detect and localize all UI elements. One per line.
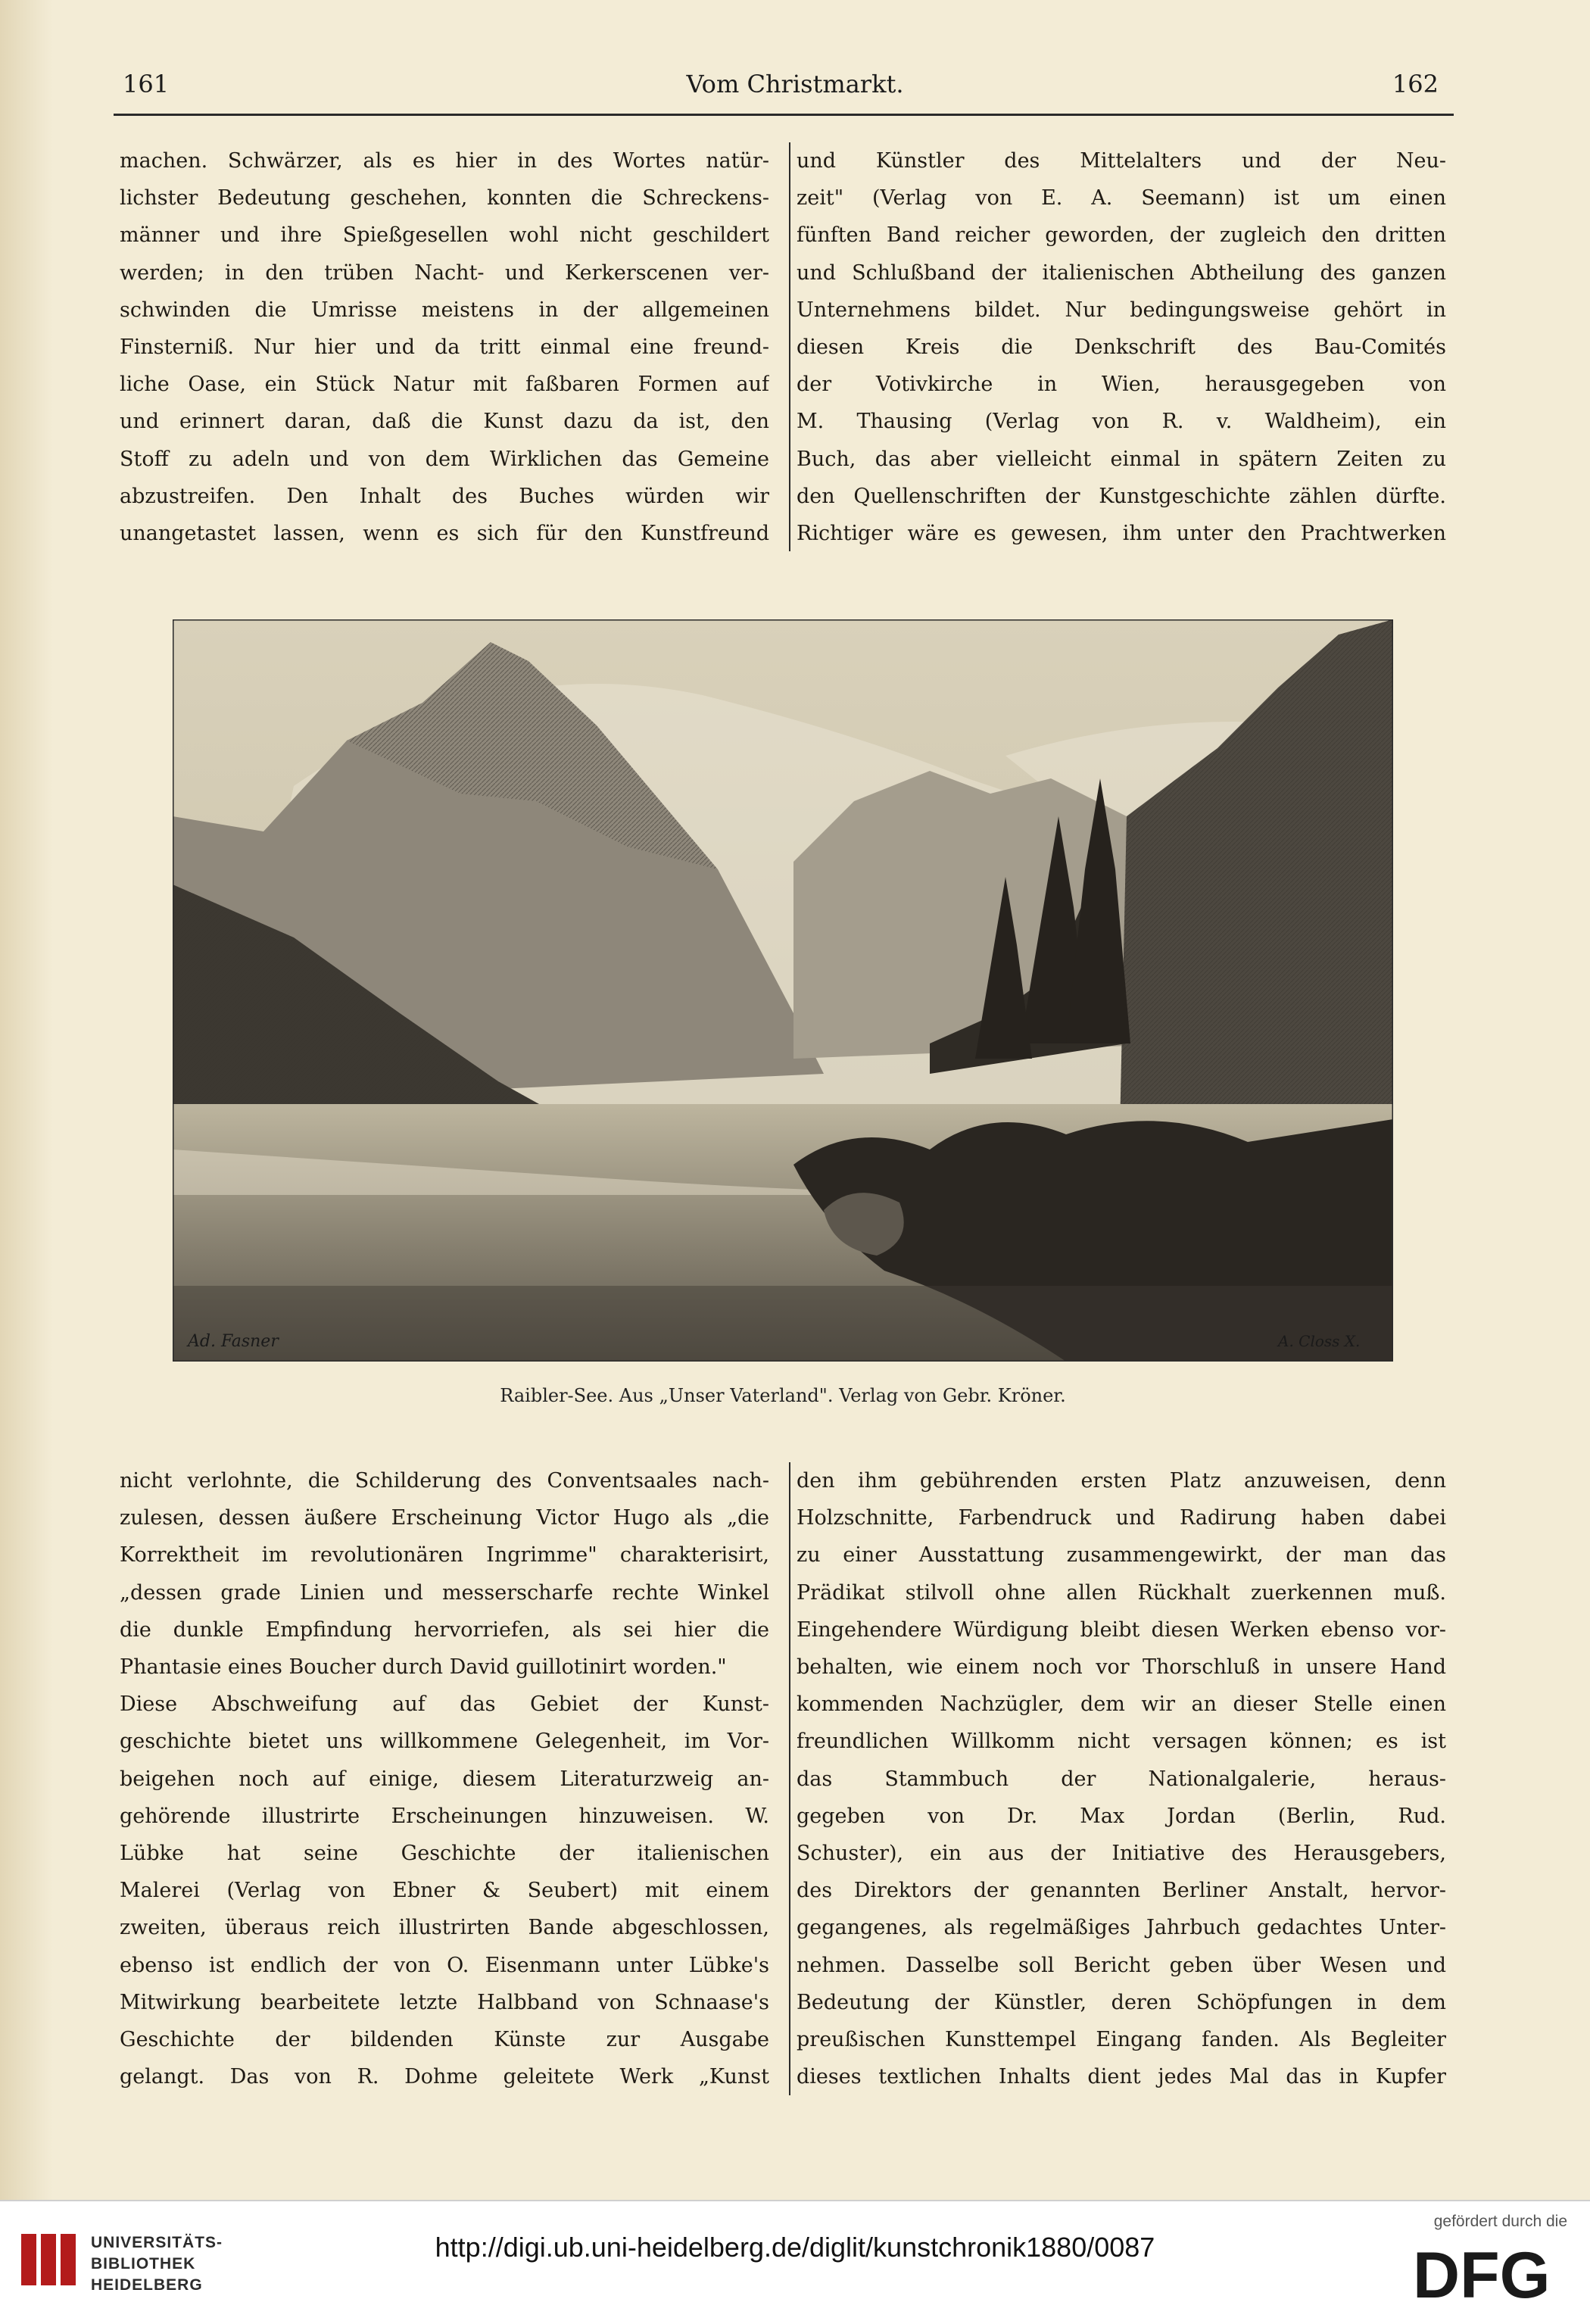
funded-by-label: gefördert durch die — [1433, 2213, 1567, 2230]
text-line: der Votivkirche in Wien, herausgegeben von — [797, 373, 1446, 397]
text-line: abzustreifen. Den Inhalt des Buches würden wir — [120, 484, 769, 508]
text-line: Buch, das aber vielleicht einmal in spätern Zeiten zu — [797, 447, 1446, 471]
text-line: dieses textlichen Inhalts dient jedes Mal das in Kupfer — [797, 2065, 1446, 2089]
text-line: Phantasie eines Boucher durch David guillotinirt worden." — [120, 1655, 727, 1680]
text-line: des Direktors der genannten Berliner Anstalt, hervor- — [797, 1879, 1446, 1903]
text-line: diesen Kreis die Denkschrift des Bau-Comités — [797, 335, 1446, 360]
text-line: zweiten, überaus reich illustrirten Bande abgeschlossen, — [120, 1916, 769, 1940]
library-name-line2: BIBLIOTHEK — [91, 2255, 196, 2273]
text-line: „dessen grade Linien und messerscharfe rechte Winkel — [120, 1580, 769, 1605]
text-line: Schuster), ein aus der Initiative des Herausgebers, — [797, 1842, 1446, 1866]
text-line: beigehen noch auf einige, diesem Literaturzweig an- — [120, 1767, 769, 1791]
text-line: freundlichen Willkomm nicht versagen können; es ist — [797, 1730, 1446, 1754]
text-line: M. Thausing (Verlag von R. v. Waldheim), ein — [797, 410, 1446, 434]
text-line: Prädikat stilvoll ohne allen Rückhalt zuerkennen muß. — [797, 1580, 1446, 1605]
column-divider-bottom — [789, 1462, 790, 2095]
text-line: gegeben von Dr. Max Jordan (Berlin, Rud. — [797, 1804, 1446, 1828]
text-column-3 — [120, 1462, 769, 2095]
text-column-1 — [120, 142, 769, 552]
text-line: gehörende illustrirte Erscheinungen hinzuweisen. W. — [120, 1804, 769, 1828]
text-line: den Quellenschriften der Kunstgeschichte zählen dürfte. — [797, 484, 1446, 508]
column-divider-top — [789, 142, 790, 551]
text-line: Unternehmens bildet. Nur bedingungsweise gehört in — [797, 298, 1446, 322]
lake-illustration — [173, 619, 1393, 1362]
text-line: Bedeutung der Künstler, deren Schöpfungen in dem — [797, 1990, 1446, 2014]
text-line: schwinden die Umrisse meistens in der allgemeinen — [120, 298, 769, 322]
text-line: und erinnert daran, daß die Kunst dazu da ist, den — [120, 410, 769, 434]
text-line: gegangenes, als regelmäßiges Jahrbuch gedachtes Unter- — [797, 1916, 1446, 1940]
library-name-line1: UNIVERSITÄTS- — [91, 2234, 223, 2251]
text-line: Richtiger wäre es gewesen, ihm unter den Prachtwerken — [797, 522, 1446, 546]
page-number-right: 162 — [1392, 70, 1439, 98]
text-line: Finsterniß. Nur hier und da tritt einmal eine freund- — [120, 335, 769, 360]
text-line: und Schlußband der italienischen Abtheilung des ganzen — [797, 260, 1446, 285]
text-line: nicht verlohnte, die Schilderung des Conventsaales nach- — [120, 1469, 769, 1493]
text-line: und Künstler des Mittelalters und der Neu- — [797, 149, 1446, 173]
text-line: Eingehendere Würdigung bleibt diesen Werken ebenso vor- — [797, 1617, 1446, 1642]
text-line: die dunkle Empfindung hervorriefen, als sei hier die — [120, 1617, 769, 1642]
text-line: machen. Schwärzer, als es hier in des Wortes natür- — [120, 149, 769, 173]
text-line: Mitwirkung bearbeitete letzte Halbband von Schnaase's — [120, 1990, 769, 2014]
text-line: fünften Band reicher geworden, der zugleich den dritten — [797, 223, 1446, 248]
text-line: zeit" (Verlag von E. A. Seemann) ist um einen — [797, 186, 1446, 211]
figure-caption: Raibler-See. Aus „Unser Vaterland". Verlag von Gebr. Kröner. — [500, 1385, 1066, 1406]
permalink-url[interactable]: http://digi.ub.uni-heidelberg.de/diglit/kunstchronik1880/0087 — [435, 2232, 1155, 2263]
svg-text:DFG: DFG — [1413, 2243, 1551, 2304]
text-line: ebenso ist endlich der von O. Eisenmann unter Lübke's — [120, 1953, 769, 1977]
illustrator-signature: Ad. Fasner — [188, 1332, 279, 1351]
page-number-left: 161 — [123, 70, 170, 98]
text-line: liche Oase, ein Stück Natur mit faßbaren Formen auf — [120, 373, 769, 397]
library-name-line3: HEIDELBERG — [91, 2276, 203, 2294]
text-line: das Stammbuch der Nationalgalerie, heraus- — [797, 1767, 1446, 1791]
text-line: behalten, wie einem noch vor Thorschluß in unsere Hand — [797, 1655, 1446, 1680]
text-line: geschichte bietet uns willkommene Gelegenheit, im Vor- — [120, 1730, 769, 1754]
text-line: zulesen, dessen äußere Erscheinung Victor Hugo als „die — [120, 1506, 769, 1530]
text-line: zu einer Ausstattung zusammengewirkt, der man das — [797, 1543, 1446, 1568]
text-column-2 — [797, 142, 1446, 552]
text-line: Korrektheit im revolutionären Ingrimme" charakterisirt, — [120, 1543, 769, 1568]
text-line: Lübke hat seine Geschichte der italienischen — [120, 1842, 769, 1866]
header-rule — [114, 114, 1454, 116]
text-line: Diese Abschweifung auf das Gebiet der Kunst- — [120, 1692, 769, 1717]
text-line: Malerei (Verlag von Ebner & Seubert) mit einem — [120, 1879, 769, 1903]
text-line: Geschichte der bildenden Künste zur Ausgabe — [120, 2028, 769, 2052]
text-line: werden; in den trüben Nacht- und Kerkerscenen ver- — [120, 260, 769, 285]
dfg-logo-icon — [1413, 2243, 1572, 2304]
text-line: nehmen. Dasselbe soll Bericht geben über Wesen und — [797, 1953, 1446, 1977]
text-column-4 — [797, 1462, 1446, 2095]
text-line: preußischen Kunsttempel Eingang fanden. Als Begleiter — [797, 2028, 1446, 2052]
text-line: Stoff zu adeln und von dem Wirklichen das Gemeine — [120, 447, 769, 471]
text-line: kommenden Nachzügler, dem wir an dieser Stelle einen — [797, 1692, 1446, 1717]
text-line: unangetastet lassen, wenn es sich für den Kunstfreund — [120, 522, 769, 546]
text-line: Holzschnitte, Farbendruck und Radirung haben dabei — [797, 1506, 1446, 1530]
engraver-signature: A. Closs X. — [1278, 1332, 1361, 1350]
text-line: den ihm gebührenden ersten Platz anzuweisen, denn — [797, 1469, 1446, 1493]
text-line: männer und ihre Spießgesellen wohl nicht geschildert — [120, 223, 769, 248]
text-line: lichster Bedeutung geschehen, konnten die Schreckens- — [120, 186, 769, 211]
running-title: Vom Christmarkt. — [686, 70, 904, 98]
text-line: gelangt. Das von R. Dohme geleitete Werk „Kunst — [120, 2065, 769, 2089]
